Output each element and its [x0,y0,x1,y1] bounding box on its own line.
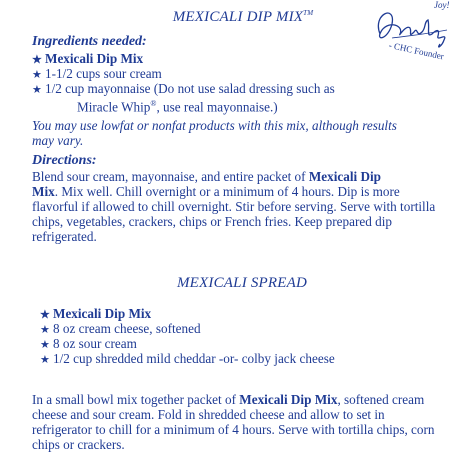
mayo-note-text: , use real mayonnaise.) [156,99,278,115]
directions-text: Blend sour cream, mayonnaise, and entire packet of [32,169,309,184]
signature-founder-label: - CHC Founder [387,40,445,62]
dip-note-line-2: may vary. [32,133,84,148]
spread-title: MEXICALI SPREAD [176,275,308,291]
directions-bold: Mexicali Dip Mix [239,392,338,407]
directions-heading: Directions: [32,153,97,168]
ingredient-text: Mexicali Dip Mix [45,51,144,66]
ingredient-text: 1/2 cup mayonnaise (Do not use salad dressing such as [45,81,335,96]
star-icon: ★ [32,54,42,66]
dip-title-text: MEXICALI DIP MIX [172,9,304,25]
signature-joy: Joy! [434,0,450,10]
ingredient-text: 8 oz cream cheese, softened [53,321,201,336]
directions-bold: Mexicali Dip [308,169,381,184]
star-icon: ★ [40,354,50,366]
dip-ingredient-3-continued [77,96,278,114]
ingredients-heading: Ingredients needed: [32,34,147,49]
ingredient-text: 1/2 cup shredded mild cheddar -or- colby jack cheese [53,351,335,366]
star-icon: ★ [32,69,42,81]
directions-bold: Mix [32,184,55,199]
star-icon: ★ [32,84,42,96]
registered-mark: ® [150,99,157,108]
directions-text: , softened cream cheese and sour cream. Fold in shredded cheese and allow to set in refrigerator to chill for a minimum of 4 hours. Serve with tortilla chips, corn chips or crackers. [32,392,435,452]
dip-directions [32,169,442,244]
dip-note-line-1: You may use lowfat or nonfat products with this mix, although results [32,118,397,133]
star-icon: ★ [40,324,50,336]
trademark-mark: TM [303,9,314,17]
directions-text: In a small bowl mix together packet of [32,392,240,407]
spread-directions [32,392,447,452]
miracle-whip-text: Miracle Whip [77,99,151,115]
ingredient-text: Mexicali Dip Mix [53,306,152,321]
ingredient-text: 1-1/2 cups sour cream [45,66,162,81]
dip-title [6,9,474,26]
star-icon: ★ [40,309,50,321]
directions-text: . Mix well. Chill overnight or a minimum of 4 hours. Dip is more flavorful if allowed to chill overnight. Stir before serving. Serve with tortilla chips, vegetables, crackers, chips or French fries. Keep prepared dip refrigerated. [32,184,436,244]
ingredient-text: 8 oz sour cream [53,336,137,351]
star-icon: ★ [40,339,50,351]
spread-ingredient-4 [40,351,335,368]
